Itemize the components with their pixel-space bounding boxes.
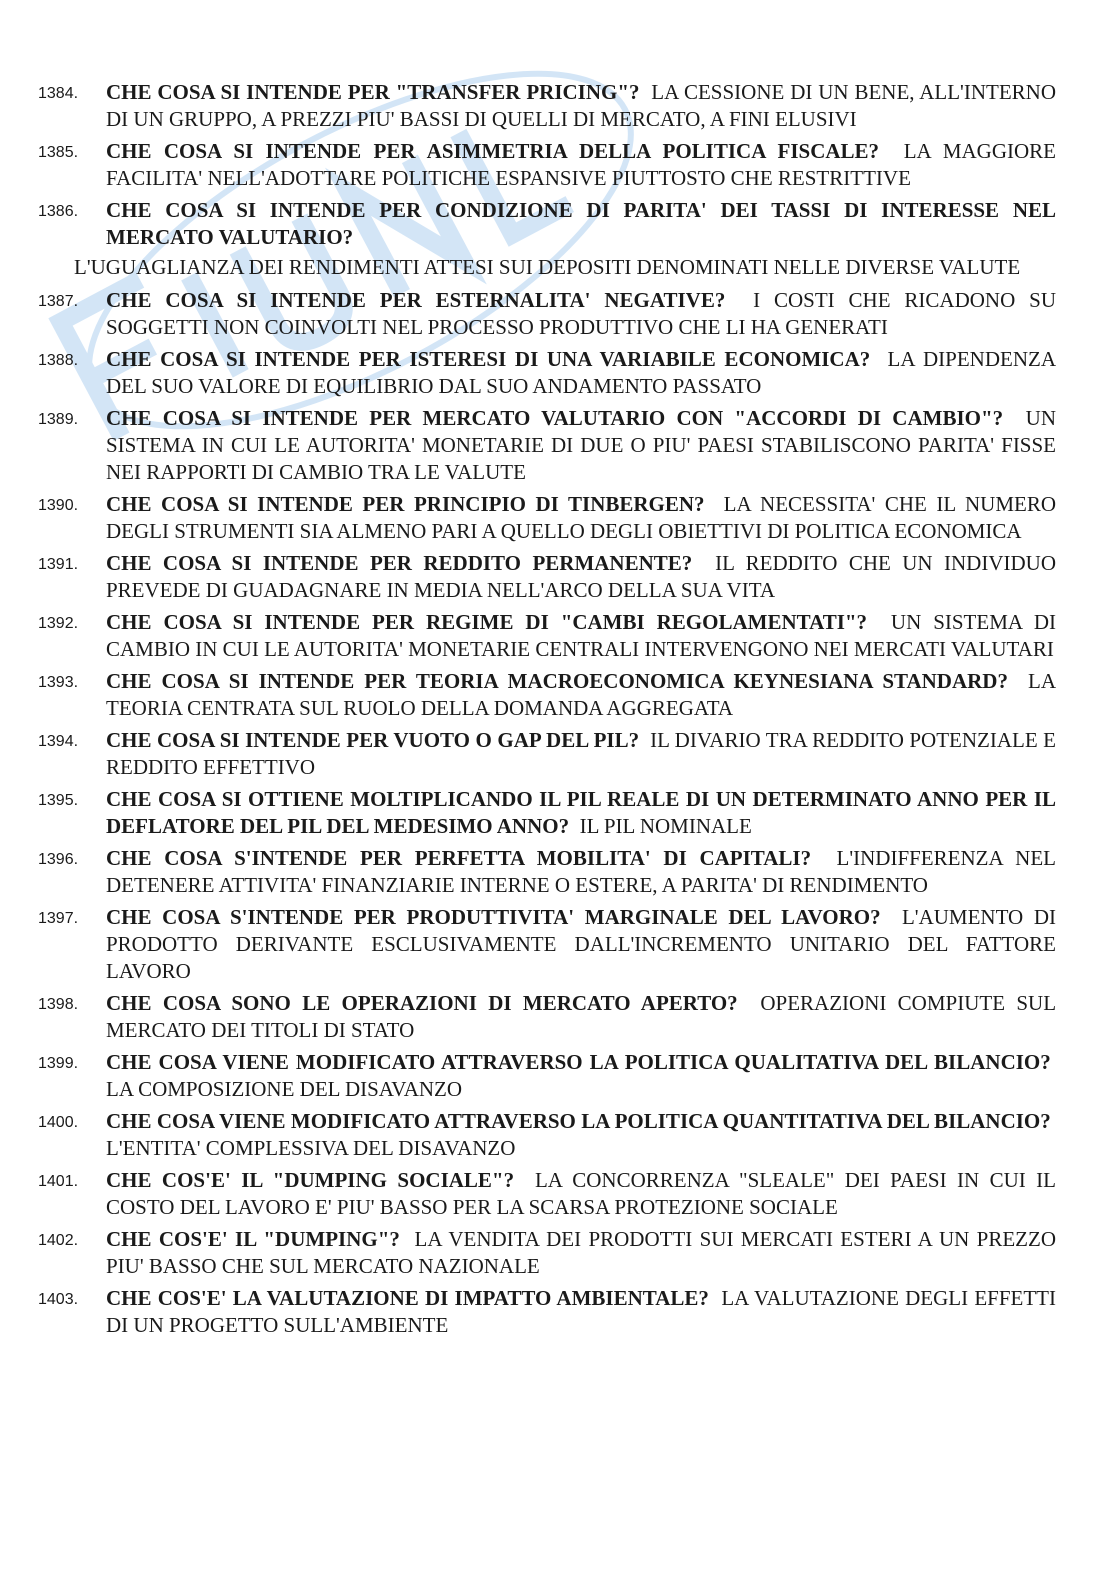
list-item: [38, 491, 1056, 545]
item-number: 1385.: [38, 144, 79, 161]
item-text: [106, 904, 1056, 985]
item-number: 1401.: [38, 1173, 79, 1190]
item-text: [106, 138, 1056, 192]
list-item: [38, 1226, 1056, 1280]
question-text: CHE COS'E' LA VALUTAZIONE DI IMPATTO AMBIENTALE?: [106, 1286, 709, 1310]
answer-text: LA CONCORRENZA "SLEALE" DEI PAESI IN CUI IL COSTO DEL LAVORO E' PIU' BASSO PER LA SCARSA PROTEZIONE SOCIALE: [106, 1168, 1056, 1219]
list-item: [38, 79, 1056, 133]
item-number: 1389.: [38, 411, 79, 428]
question-text: CHE COSA SI INTENDE PER MERCATO VALUTARIO CON "ACCORDI DI CAMBIO"?: [106, 406, 1004, 430]
question-text: CHE COSA SI INTENDE PER PRINCIPIO DI TINBERGEN?: [106, 492, 705, 516]
question-text: CHE COSA S'INTENDE PER PERFETTA MOBILITA' DI CAPITALI?: [106, 846, 812, 870]
question-text: CHE COSA SI OTTIENE MOLTIPLICANDO IL PIL REALE DI UN DETERMINATO ANNO PER IL DEFLATORE DEL PIL DEL MEDESIMO ANNO?: [106, 787, 1056, 838]
list-item: [38, 1108, 1056, 1162]
item-text: [106, 79, 1056, 133]
item-text: [106, 786, 1056, 840]
item-text: [106, 1226, 1056, 1280]
list-item: [38, 405, 1056, 486]
question-text: CHE COSA SI INTENDE PER VUOTO O GAP DEL PIL?: [106, 728, 640, 752]
item-text: [106, 550, 1056, 604]
list-item: [38, 904, 1056, 985]
list-item: [38, 845, 1056, 899]
item-number: 1391.: [38, 556, 79, 573]
item-text: [106, 491, 1056, 545]
item-number: 1397.: [38, 910, 79, 927]
answer-text: I COSTI CHE RICADONO SU SOGGETTI NON COINVOLTI NEL PROCESSO PRODUTTIVO CHE LI HA GENERATI: [106, 288, 1056, 339]
answer-text: LA TEORIA CENTRATA SUL RUOLO DELLA DOMANDA AGGREGATA: [106, 669, 1056, 720]
question-list: [38, 79, 1056, 1344]
item-text: [106, 668, 1056, 722]
list-item: [38, 1167, 1056, 1221]
answer-text: UN SISTEMA IN CUI LE AUTORITA' MONETARIE DI DUE O PIU' PAESI STABILISCONO PARITA' FISSE NEI RAPPORTI DI CAMBIO TRA LE VALUTE: [106, 406, 1056, 484]
item-number: 1399.: [38, 1055, 79, 1072]
item-number: 1393.: [38, 674, 79, 691]
question-text: CHE COSA SI INTENDE PER ISTERESI DI UNA VARIABILE ECONOMICA?: [106, 347, 871, 371]
item-number: 1394.: [38, 733, 79, 750]
list-item: [38, 1285, 1056, 1339]
answer-text: LA MAGGIORE FACILITA' NELL'ADOTTARE POLITICHE ESPANSIVE PIUTTOSTO CHE RESTRITTIVE: [106, 139, 1057, 190]
answer-text: LA VENDITA DEI PRODOTTI SUI MERCATI ESTERI A UN PREZZO PIU' BASSO CHE SUL MERCATO NAZIONALE: [106, 1227, 1056, 1278]
question-text: CHE COSA SI INTENDE PER REGIME DI "CAMBI REGOLAMENTATI"?: [106, 610, 868, 634]
item-text: [106, 609, 1056, 663]
item-number: 1392.: [38, 615, 79, 632]
item-number: 1400.: [38, 1114, 79, 1131]
list-item: [38, 1049, 1056, 1103]
item-number: 1387.: [38, 293, 79, 310]
question-text: CHE COSA SI INTENDE PER REDDITO PERMANENTE?: [106, 551, 693, 575]
item-text: [106, 346, 1056, 400]
question-text: CHE COSA SI INTENDE PER ESTERNALITA' NEGATIVE?: [106, 288, 726, 312]
item-number: 1395.: [38, 792, 79, 809]
item-text: [106, 287, 1056, 341]
item-number: 1403.: [38, 1291, 79, 1308]
answer-text: LA VALUTAZIONE DEGLI EFFETTI DI UN PROGETTO SULL'AMBIENTE: [106, 1286, 1056, 1337]
question-text: CHE COSA SI INTENDE PER TEORIA MACROECONOMICA KEYNESIANA STANDARD?: [106, 669, 1008, 693]
item-text: [106, 1108, 1056, 1162]
answer-text: L'ENTITA' COMPLESSIVA DEL DISAVANZO: [106, 1136, 516, 1160]
question-text: CHE COSA SONO LE OPERAZIONI DI MERCATO APERTO?: [106, 991, 738, 1015]
item-number: 1396.: [38, 851, 79, 868]
item-text: [106, 845, 1056, 899]
answer-text: IL PIL NOMINALE: [579, 814, 752, 838]
question-text: CHE COSA VIENE MODIFICATO ATTRAVERSO LA POLITICA QUANTITATIVA DEL BILANCIO?: [106, 1109, 1051, 1133]
question-text: CHE COSA VIENE MODIFICATO ATTRAVERSO LA POLITICA QUALITATIVA DEL BILANCIO?: [106, 1050, 1051, 1074]
list-item: [38, 197, 1056, 251]
list-item: [38, 550, 1056, 604]
question-text: CHE COS'E' IL "DUMPING"?: [106, 1227, 400, 1251]
question-text: CHE COSA SI INTENDE PER ASIMMETRIA DELLA POLITICA FISCALE?: [106, 139, 880, 163]
answer-text: IL REDDITO CHE UN INDIVIDUO PREVEDE DI GUADAGNARE IN MEDIA NELL'ARCO DELLA SUA VITA: [106, 551, 1056, 602]
answer-text: OPERAZIONI COMPIUTE SUL MERCATO DEI TITOLI DI STATO: [106, 991, 1057, 1042]
answer-paragraph: L'UGUAGLIANZA DEI RENDIMENTI ATTESI SUI DEPOSITI DENOMINATI NELLE DIVERSE VALUTE: [74, 255, 1021, 279]
item-number: 1398.: [38, 996, 79, 1013]
answer-text: LA CESSIONE DI UN BENE, ALL'INTERNO DI UN GRUPPO, A PREZZI PIU' BASSI DI QUELLI DI MERCATO, A FINI ELUSIVI: [106, 80, 1056, 131]
item-number: 1390.: [38, 497, 79, 514]
item-text: [106, 727, 1056, 781]
list-item: [38, 609, 1056, 663]
list-item: [38, 786, 1056, 840]
list-item: [38, 668, 1056, 722]
item-number: 1386.: [38, 203, 79, 220]
item-number: 1388.: [38, 352, 79, 369]
item-number: 1384.: [38, 85, 79, 102]
answer-text: LA COMPOSIZIONE DEL DISAVANZO: [106, 1077, 463, 1101]
list-item: [38, 990, 1056, 1044]
question-text: CHE COSA SI INTENDE PER "TRANSFER PRICING"?: [106, 80, 640, 104]
list-item: [38, 727, 1056, 781]
list-item: [38, 138, 1056, 192]
question-text: CHE COSA S'INTENDE PER PRODUTTIVITA' MARGINALE DEL LAVORO?: [106, 905, 881, 929]
answer-text: L'AUMENTO DI PRODOTTO DERIVANTE ESCLUSIVAMENTE DALL'INCREMENTO UNITARIO DEL FATTORE LAVORO: [106, 905, 1056, 983]
item-text: [106, 1285, 1056, 1339]
answer-text: IL DIVARIO TRA REDDITO POTENZIALE E REDDITO EFFETTIVO: [106, 728, 1057, 779]
item-text: [106, 405, 1056, 486]
item-number: 1402.: [38, 1232, 79, 1249]
answer-text: LA DIPENDENZA DEL SUO VALORE DI EQUILIBRIO DAL SUO ANDAMENTO PASSATO: [106, 347, 1056, 398]
item-text: [106, 990, 1056, 1044]
list-item: [38, 287, 1056, 341]
question-text: CHE COS'E' IL "DUMPING SOCIALE"?: [106, 1168, 515, 1192]
list-item: [38, 346, 1056, 400]
question-text: CHE COSA SI INTENDE PER CONDIZIONE DI PARITA' DEI TASSI DI INTERESSE NEL MERCATO VALUTARIO?: [106, 198, 1056, 249]
item-text: [106, 1049, 1056, 1103]
answer-text: L'INDIFFERENZA NEL DETENERE ATTIVITA' FINANZIARIE INTERNE O ESTERE, A PARITA' DI RENDIMENTO: [106, 846, 1056, 897]
item-text: [106, 1167, 1056, 1221]
answer-text: UN SISTEMA DI CAMBIO IN CUI LE AUTORITA' MONETARIE CENTRALI INTERVENGONO NEI MERCATI VALUTARI: [106, 610, 1056, 661]
item-text: [106, 197, 1056, 251]
answer-text: LA NECESSITA' CHE IL NUMERO DEGLI STRUMENTI SIA ALMENO PARI A QUELLO DEGLI OBIETTIVI DI POLITICA ECONOMICA: [106, 492, 1056, 543]
